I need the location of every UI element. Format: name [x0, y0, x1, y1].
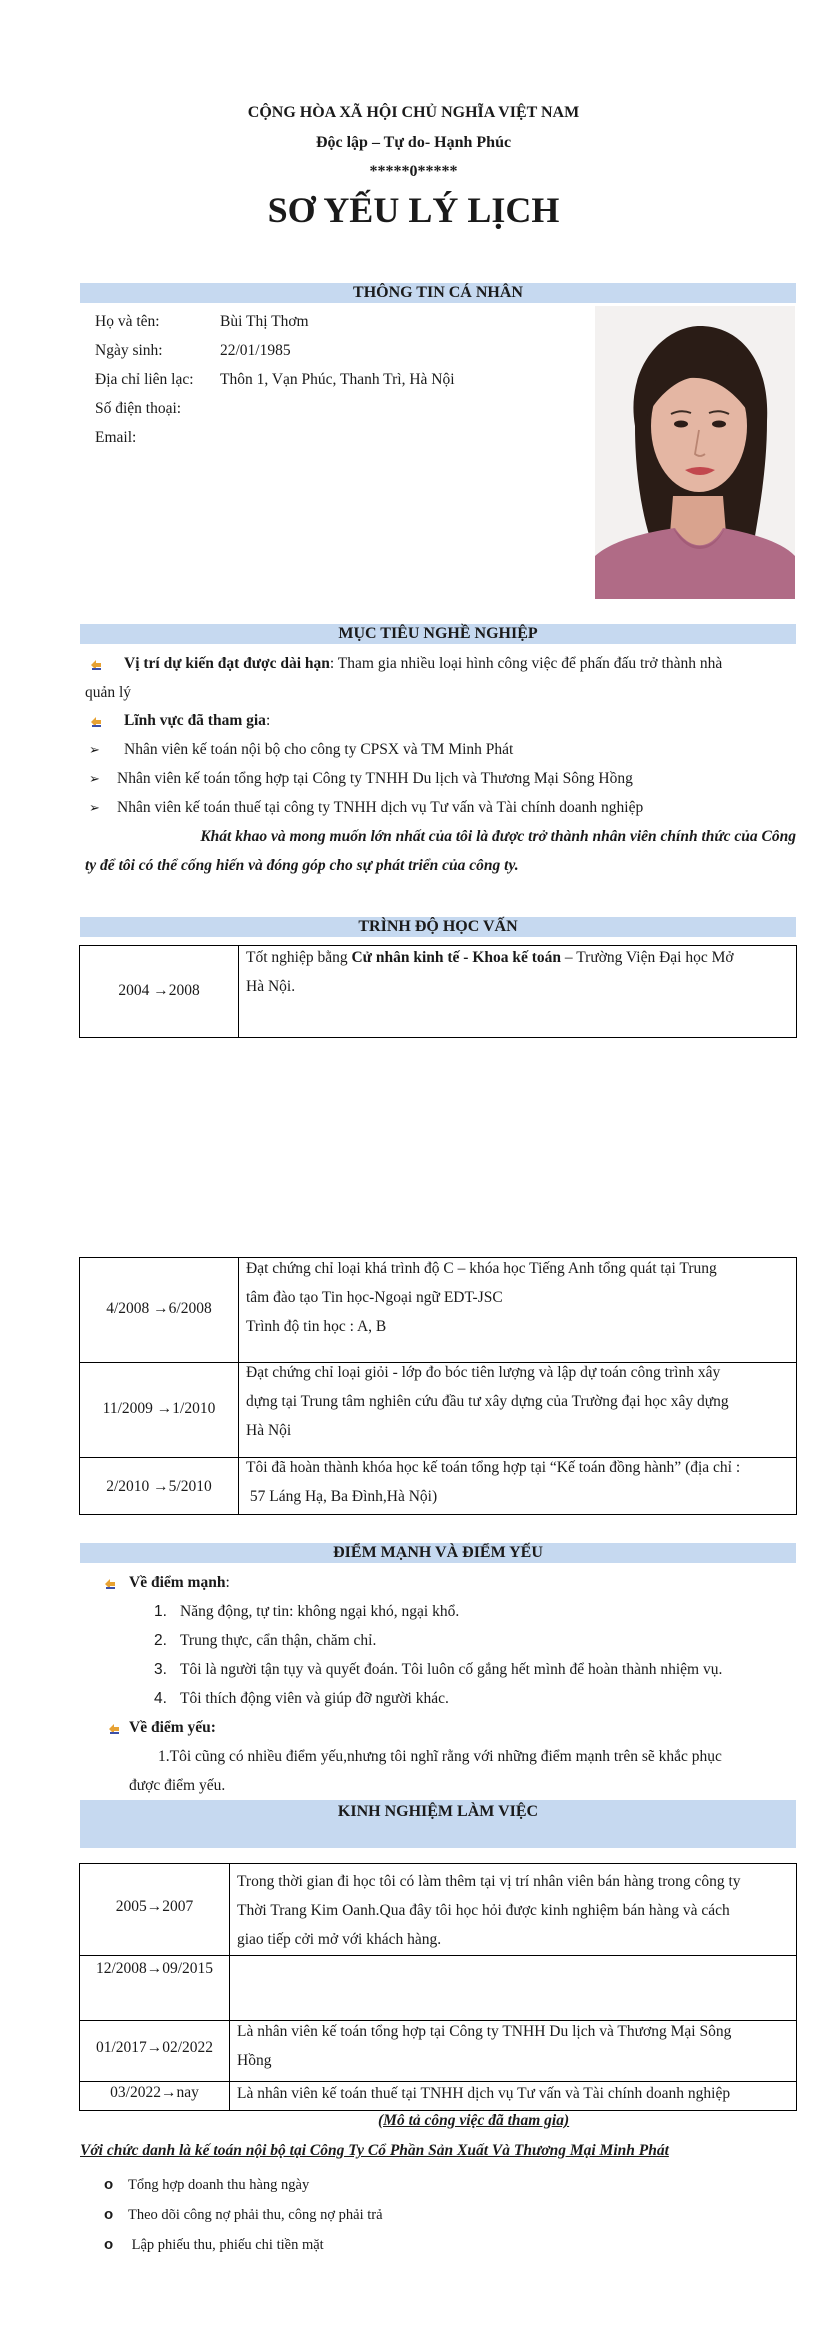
page-title: SƠ YẾU LÝ LỊCH: [267, 190, 560, 230]
experience-text: Là nhân viên kế toán thuế tại TNHH dịch vụ Tư vấn và Tài chính doanh nghiệp: [237, 2085, 731, 2102]
field-item: Nhân viên kế toán nội bộ cho công ty CPSX và TM Minh Phát: [124, 741, 514, 758]
task-item: Lập phiếu thu, phiếu chi tiền mặt: [128, 2237, 324, 2253]
certificate-text: tâm đào tạo Tin học-Ngoại ngữ EDT-JSC: [246, 1289, 503, 1306]
education-degree-text: [246, 944, 791, 973]
strengths-label-text: Về điểm mạnh: [129, 1574, 226, 1591]
task-item: Tổng hợp doanh thu hàng ngày: [128, 2177, 310, 2193]
chevron-right-icon: ➢: [89, 742, 100, 757]
education-degree-period: 2004 →2008: [118, 982, 200, 999]
full-name-value: Bùi Thị Thơm: [220, 313, 309, 330]
certificate-text: dựng tại Trung tâm nghiên cứu đầu tư xây dựng của Trường đại học xây dựng: [246, 1393, 729, 1410]
experience-period: 03/2022→nay: [110, 2084, 199, 2101]
chevron-right-icon: ➢: [89, 771, 100, 786]
full-name-label: Họ và tên:: [95, 313, 160, 330]
long-term-position-text-2: quản lý: [85, 684, 132, 701]
email-label: Email:: [95, 429, 137, 446]
experience-period: 01/2017→02/2022: [95, 2039, 214, 2056]
experience-heading: KINH NGHIỆM LÀM VIỆC: [337, 1803, 539, 1820]
task-item: Theo dõi công nợ phải thu, công nợ phải trả: [128, 2207, 383, 2223]
degree-school: – Trường Viện Đại học Mở: [561, 949, 734, 966]
strength-item: Năng động, tự tin: không ngại khó, ngại khổ.: [180, 1603, 460, 1620]
experience-text: Trong thời gian đi học tôi có làm thêm tại vị trí nhân viên bán hàng trong công ty: [237, 1873, 741, 1890]
long-term-position-label: Vị trí dự kiến đạt được dài hạn: [124, 655, 330, 672]
arrow-bullet-icon: [104, 1578, 116, 1590]
experience-text: Thời Trang Kim Oanh.Qua đây tôi học hỏi được kinh nghiệm bán hàng và cách: [237, 1902, 730, 1919]
experience-text: giao tiếp cởi mở với khách hàng.: [237, 1931, 442, 1948]
fields-participated-colon: :: [265, 712, 271, 729]
job-title: Với chức danh là kế toán nội bộ tại Công Ty Cổ Phần Sản Xuất Và Thương Mại Minh Phát: [80, 2142, 669, 2159]
degree-name: Cử nhân kinh tế - Khoa kế toán: [351, 949, 562, 966]
long-term-position: [124, 649, 796, 678]
address-value: Thôn 1, Vạn Phúc, Thanh Trì, Hà Nội: [220, 371, 455, 388]
phone-label: Số điện thoại:: [95, 400, 182, 417]
arrow-bullet-icon: [90, 659, 102, 671]
country-name: CỘNG HÒA XÃ HỘI CHỦ NGHĨA VIỆT NAM: [247, 104, 580, 121]
weakness-text-line1: 1.Tôi cũng có nhiều điểm yếu,nhưng tôi nghĩ rằng với những điểm mạnh trên sẽ khắc phục: [158, 1748, 722, 1765]
experience-period: 2005→2007: [115, 1898, 194, 1915]
strength-number: 4.: [154, 1690, 167, 1707]
experience-text: Hồng: [237, 2052, 272, 2069]
strength-item: Tôi thích động viên và giúp đỡ người khác.: [180, 1690, 449, 1707]
education-degree-text-2: Hà Nội.: [246, 978, 296, 995]
weaknesses-label: Về điểm yếu:: [129, 1719, 216, 1736]
arrow-bullet-icon: [90, 716, 102, 728]
circle-bullet-icon: o: [104, 2176, 114, 2193]
certificate-text: Đạt chứng chỉ loại giỏi - lớp đo bóc tiên lượng và lập dự toán công trình xây: [246, 1364, 721, 1381]
address-label: Địa chỉ liên lạc:: [95, 371, 194, 388]
fields-participated: [124, 706, 270, 735]
experience-text: Là nhân viên kế toán tổng hợp tại Công ty TNHH Du lịch và Thương Mại Sông: [237, 2023, 732, 2040]
national-motto: Độc lập – Tự do- Hạnh Phúc: [315, 134, 512, 151]
circle-bullet-icon: o: [104, 2236, 114, 2253]
certificate-period: 2/2010 →5/2010: [106, 1478, 212, 1495]
chevron-right-icon: ➢: [89, 800, 100, 815]
certificate-text: Đạt chứng chỉ loại khá trình độ C – khóa học Tiếng Anh tổng quát tại Trung: [246, 1260, 717, 1277]
portrait-photo: [595, 306, 795, 599]
weakness-text-line2: được điểm yếu.: [129, 1777, 226, 1794]
objective-heading: MỤC TIÊU NGHỀ NGHIỆP: [80, 624, 796, 644]
strength-number: 2.: [154, 1632, 167, 1649]
education-heading: TRÌNH ĐỘ HỌC VẤN: [80, 917, 796, 937]
birth-date-value: 22/01/1985: [220, 342, 291, 359]
motto-separator: *****0*****: [369, 163, 458, 180]
degree-prefix: Tốt nghiệp bằng: [246, 949, 352, 966]
certificate-text: Tôi đã hoàn thành khóa học kế toán tổng hợp tại “Kế toán đồng hành” (địa chỉ :: [246, 1459, 741, 1476]
strengths-heading: ĐIỂM MẠNH VÀ ĐIỂM YẾU: [80, 1543, 796, 1563]
field-item: Nhân viên kế toán thuế tại công ty TNHH dịch vụ Tư vấn và Tài chính doanh nghiệp: [117, 799, 644, 816]
certificate-text: Hà Nội: [246, 1422, 292, 1439]
certificate-period: 11/2009 →1/2010: [102, 1400, 216, 1417]
long-term-position-text: : Tham gia nhiều loại hình công việc để phấn đấu trở thành nhà: [329, 655, 723, 672]
strength-item: Trung thực, cẩn thận, chăm chỉ.: [180, 1632, 377, 1649]
field-item: Nhân viên kế toán tổng hợp tại Công ty TNHH Du lịch và Thương Mại Sông Hồng: [117, 770, 633, 787]
certificate-text: Trình độ tin học : A, B: [246, 1318, 387, 1335]
experience-period: 12/2008→09/2015: [95, 1960, 214, 1977]
arrow-bullet-icon: [108, 1723, 120, 1735]
circle-bullet-icon: o: [104, 2206, 114, 2223]
strengths-label-colon: :: [225, 1574, 230, 1591]
fields-participated-label: Lĩnh vực đã tham gia: [124, 712, 266, 729]
career-wish-line2: ty để tôi có thể cống hiến và đóng góp cho sự phát triển của công ty.: [85, 857, 519, 874]
certificate-period: 4/2008 →6/2008: [106, 1300, 212, 1317]
strength-number: 1.: [154, 1603, 167, 1620]
strength-item: Tôi là người tận tụy và quyết đoán. Tôi luôn cố gắng hết mình để hoàn thành nhiệm vụ.: [180, 1661, 723, 1678]
birth-date-label: Ngày sinh:: [95, 342, 163, 359]
job-description-note: (Mô tả công việc đã tham gia): [378, 2112, 570, 2129]
career-wish-line1: Khát khao và mong muốn lớn nhất của tôi là được trở thành nhân viên chính thức của Công: [200, 828, 796, 845]
personal-info-heading: THÔNG TIN CÁ NHÂN: [80, 283, 796, 303]
strength-number: 3.: [154, 1661, 167, 1678]
certificate-text: 57 Láng Hạ, Ba Đình,Hà Nội): [246, 1488, 438, 1505]
strengths-label: [129, 1568, 230, 1597]
